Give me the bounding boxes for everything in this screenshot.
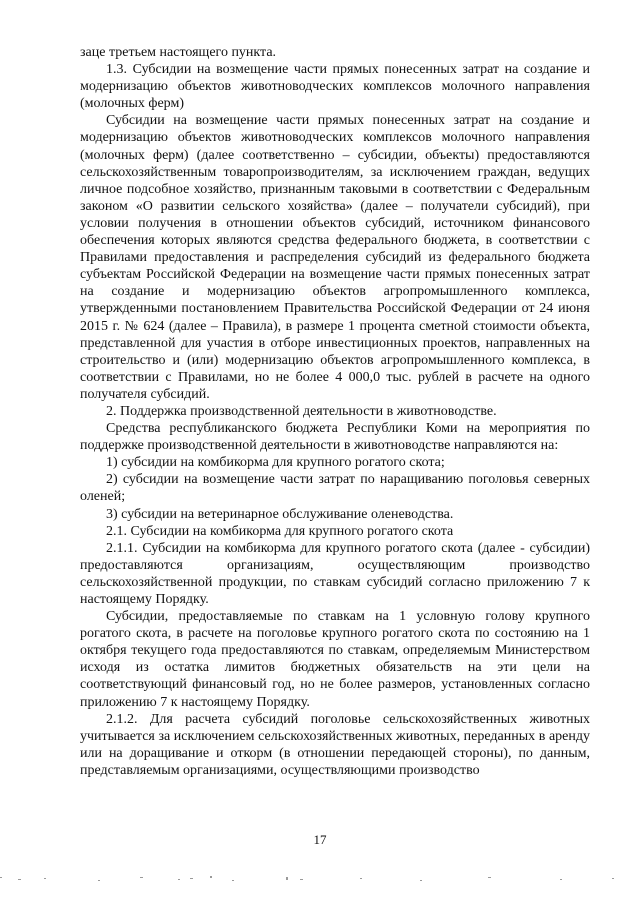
list-item-2: 2) субсидии на возмещение части затрат по наращиванию поголовья северных оленей; [80,472,590,505]
page-number: 17 [313,832,327,847]
list-item-1: 1) субсидии на комбикорма для крупного рогатого скота; [106,455,445,471]
paragraph-heading-2: 2. Поддержка производственной деятельности в животноводстве. [106,403,497,419]
paragraph-budget-funds: Средства республиканского бюджета Республики Коми на мероприятия по поддержке производственной деятельности в животноводстве направляются на: [80,421,590,454]
paragraph-subsidy-conditions: Субсидии на возмещение части прямых понесенных затрат на создание и модернизацию объектов животноводческих комплексов молочного направления (молочных ферм) (далее соответственно – субсидии, объекты) предоставляются сельскохозяйственным товаропроизводителям, за исключением граждан, ведущих личное подсобное хозяйство, признанным таковыми в соответствии с Федеральным законом «О развитии сельского хозяйства» (далее – получатели субсидий), при условии получения в отношении объектов субсидий, источником финансового обеспечения которых являются средства федерального бюджета, в соответствии с Правилами предоставления и распределения субсидий из федерального бюджета субъектам Российской Федерации на возмещение части прямых понесенных затрат на создание и модернизацию объектов агропромышленного комплекса, утвержденными постановлением Правительства Российской Федерации от 24 июня 2015 г. № 624 (далее – Правила), в размере 1 процента сметной стоимости объекта, представленной для участия в отборе инвестиционных проектов, направленных на строительство и (или) модернизацию объектов агропромышленного комплекса, в соответствии с Правилами, но не более 4 000,0 тыс. рублей в расчете на одного получателя субсидий. [80,113,590,402]
scan-noise-decoration [0,868,640,888]
paragraph-rates: Субсидии, предоставляемые по ставкам на 1 условную голову крупного рогатого скота, в расчете на поголовье крупного рогатого скота по состоянию на 1 октября текущего года предоставляются по ставкам, определяемым Министерством исходя из остатка лимитов бюджетных обязательств на эти цели на соответствующий финансовый год, но не более размеров, установленных согласно приложению 7 к настоящему Порядку. [80,609,590,710]
list-item-3: 3) субсидии на ветеринарное обслуживание оленеводства. [106,506,454,522]
paragraph-heading-2-1: 2.1. Субсидии на комбикорма для крупного рогатого скота [106,523,454,539]
paragraph-continuation: заце третьем настоящего пункта. [80,45,277,60]
paragraph-2-1-2: 2.1.2. Для расчета субсидий поголовье сельскохозяйственных животных учитывается за исключением сельскохозяйственных животных, переданных в аренду или на доращивание и откорм (в отношении передающей стороны), по данным, представляемым организациями, осуществляющими производство [80,711,590,778]
paragraph-heading-1-3: 1.3. Субсидии на возмещение части прямых понесенных затрат на создание и модернизацию объектов животноводческих комплексов молочного направления (молочных ферм) [80,62,590,112]
paragraph-2-1-1: 2.1.1. Субсидии на комбикорма для крупного рогатого скота (далее - субсидии) предоставляются организациям, осуществляющим производство сельскохозяйственной продукции, по ставкам субсидий согласно приложению 7 к настоящему Порядку. [80,540,590,607]
body-text [80,44,590,779]
